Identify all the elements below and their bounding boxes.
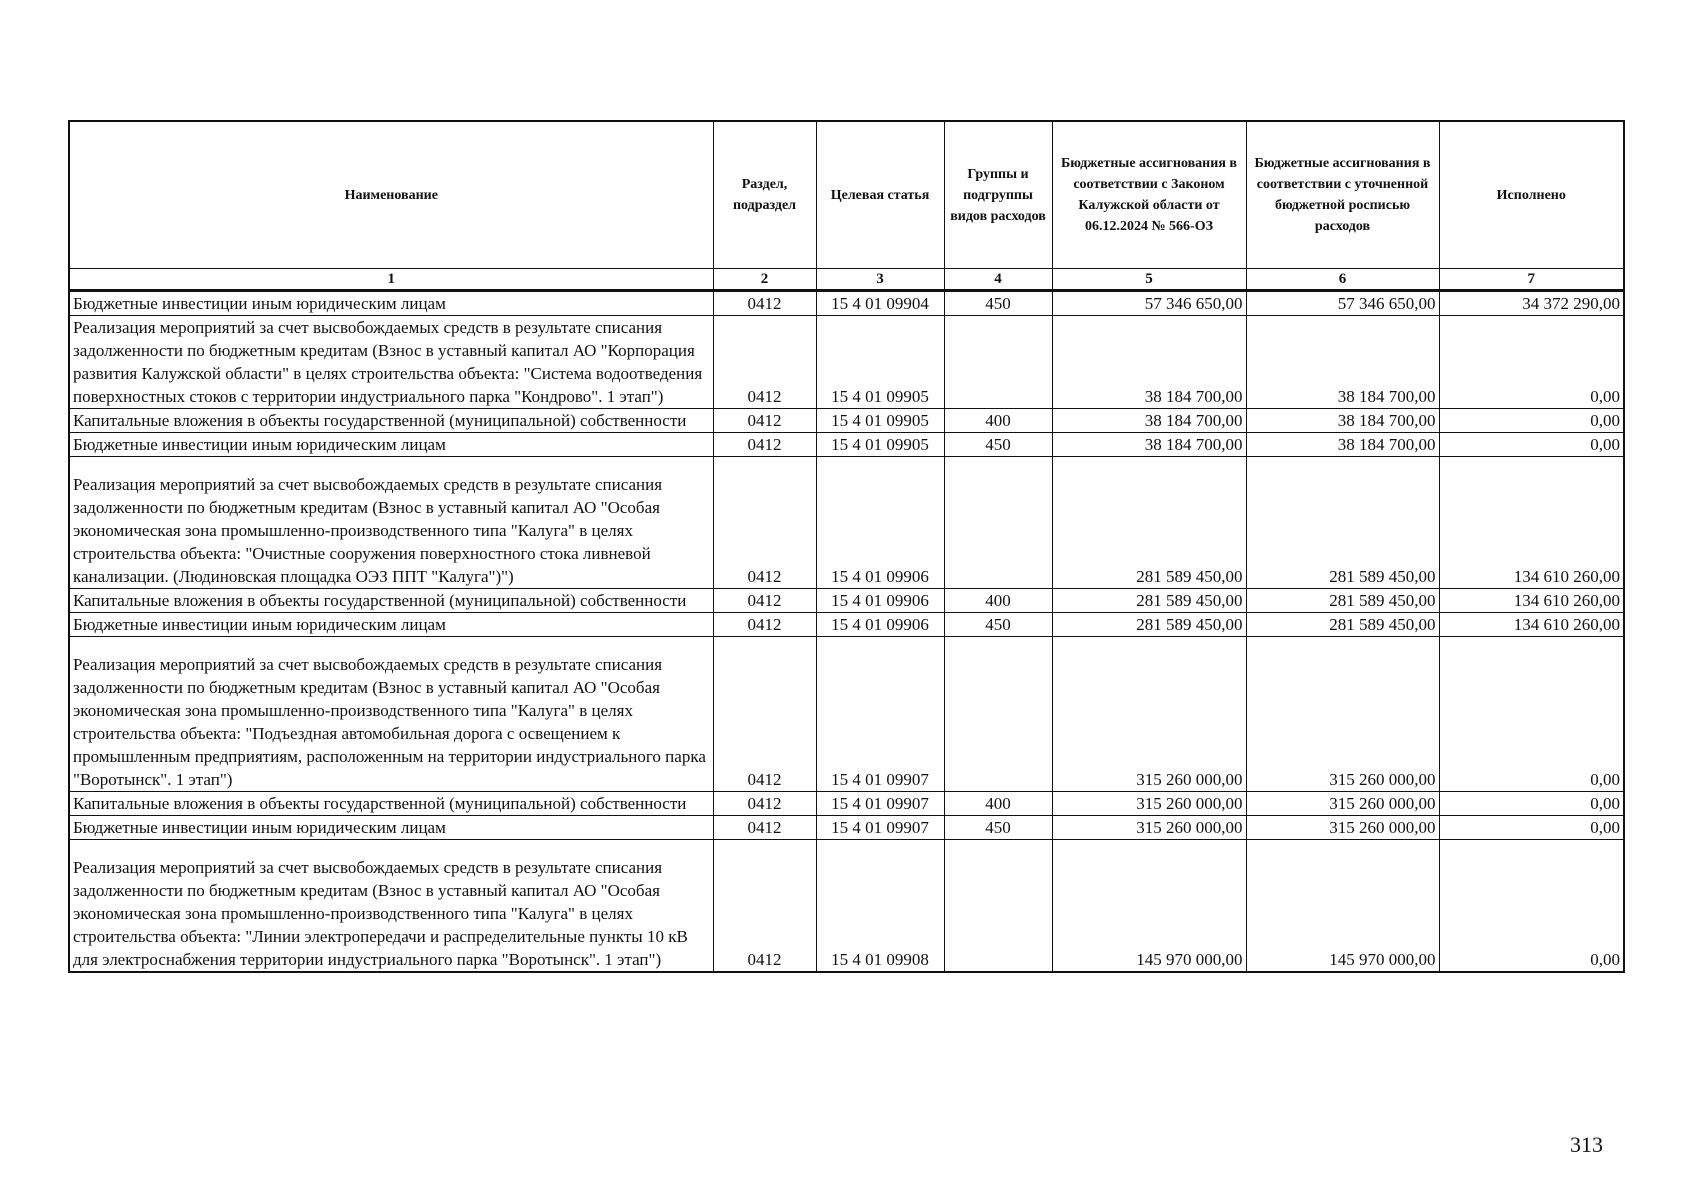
table-row [69, 433, 1624, 457]
row-article: 15 4 01 09906 [816, 457, 944, 589]
column-number: 2 [713, 269, 816, 291]
header-article: Целевая статья [816, 121, 944, 269]
header-law: Бюджетные ассигнования в соответствии с Законом Калужской области от 06.12.2024 № 566-ОЗ [1052, 121, 1246, 269]
row-refined-amount: 57 346 650,00 [1246, 291, 1439, 316]
row-name: Реализация мероприятий за счет высвобождаемых средств в результате списания задолженности по бюджетным кредитам (Взнос в уставный капитал АО "Особая экономическая зона промышленно-производственного типа "Калуга" в целях строительства объекта: "Очистные сооружения поверхностного стока ливневой канализации. (Людиновская площадка ОЭЗ ППТ "Калуга")") [69, 457, 713, 589]
row-executed-amount: 0,00 [1439, 433, 1624, 457]
row-group [944, 637, 1052, 792]
row-section: 0412 [713, 840, 816, 973]
row-executed-amount: 34 372 290,00 [1439, 291, 1624, 316]
row-section: 0412 [713, 409, 816, 433]
row-refined-amount: 315 260 000,00 [1246, 792, 1439, 816]
row-name: Реализация мероприятий за счет высвобождаемых средств в результате списания задолженности по бюджетным кредитам (Взнос в уставный капитал АО "Особая экономическая зона промышленно-производственного типа "Калуга" в целях строительства объекта: "Подъездная автомобильная дорога с освещением к промышленным предприятиям, расположенным на территории индустриального парка "Воротынск". 1 этап") [69, 637, 713, 792]
row-group [944, 457, 1052, 589]
row-law-amount: 145 970 000,00 [1052, 840, 1246, 973]
row-group: 450 [944, 291, 1052, 316]
row-article: 15 4 01 09907 [816, 816, 944, 840]
row-article: 15 4 01 09905 [816, 433, 944, 457]
row-name: Бюджетные инвестиции иным юридическим лицам [69, 816, 713, 840]
row-law-amount: 38 184 700,00 [1052, 409, 1246, 433]
row-executed-amount: 134 610 260,00 [1439, 613, 1624, 637]
row-section: 0412 [713, 792, 816, 816]
row-section: 0412 [713, 589, 816, 613]
row-law-amount: 57 346 650,00 [1052, 291, 1246, 316]
row-law-amount: 281 589 450,00 [1052, 457, 1246, 589]
row-article: 15 4 01 09905 [816, 316, 944, 409]
row-article: 15 4 01 09907 [816, 792, 944, 816]
row-group: 450 [944, 433, 1052, 457]
row-section: 0412 [713, 637, 816, 792]
row-section: 0412 [713, 613, 816, 637]
row-law-amount: 315 260 000,00 [1052, 816, 1246, 840]
table-row [69, 291, 1624, 316]
table-row [69, 589, 1624, 613]
row-refined-amount: 315 260 000,00 [1246, 637, 1439, 792]
row-name: Капитальные вложения в объекты государственной (муниципальной) собственности [69, 792, 713, 816]
row-article: 15 4 01 09907 [816, 637, 944, 792]
header-refined: Бюджетные ассигнования в соответствии с уточненной бюджетной росписью расходов [1246, 121, 1439, 269]
row-executed-amount: 0,00 [1439, 840, 1624, 973]
row-group: 450 [944, 613, 1052, 637]
column-number: 1 [69, 269, 713, 291]
row-executed-amount: 134 610 260,00 [1439, 457, 1624, 589]
row-section: 0412 [713, 316, 816, 409]
row-law-amount: 281 589 450,00 [1052, 613, 1246, 637]
row-executed-amount: 0,00 [1439, 637, 1624, 792]
row-refined-amount: 281 589 450,00 [1246, 613, 1439, 637]
column-number-row [69, 269, 1624, 291]
row-group: 400 [944, 409, 1052, 433]
row-name: Бюджетные инвестиции иным юридическим лицам [69, 613, 713, 637]
page-number: 313 [1570, 1132, 1603, 1157]
table-row [69, 613, 1624, 637]
row-group [944, 316, 1052, 409]
row-law-amount: 281 589 450,00 [1052, 589, 1246, 613]
row-section: 0412 [713, 433, 816, 457]
row-refined-amount: 38 184 700,00 [1246, 316, 1439, 409]
budget-table [68, 120, 1625, 973]
header-section: Раздел, подраздел [713, 121, 816, 269]
row-name: Реализация мероприятий за счет высвобождаемых средств в результате списания задолженности по бюджетным кредитам (Взнос в уставный капитал АО "Особая экономическая зона промышленно-производственного типа "Калуга" в целях строительства объекта: "Линии электропередачи и распределительные пункты 10 кВ для электроснабжения территории индустриального парка "Воротынск". 1 этап") [69, 840, 713, 973]
header-name: Наименование [69, 121, 713, 269]
row-law-amount: 315 260 000,00 [1052, 792, 1246, 816]
row-article: 15 4 01 09908 [816, 840, 944, 973]
row-article: 15 4 01 09906 [816, 613, 944, 637]
row-refined-amount: 38 184 700,00 [1246, 409, 1439, 433]
row-section: 0412 [713, 291, 816, 316]
row-refined-amount: 281 589 450,00 [1246, 589, 1439, 613]
row-executed-amount: 0,00 [1439, 409, 1624, 433]
row-refined-amount: 38 184 700,00 [1246, 433, 1439, 457]
row-name: Капитальные вложения в объекты государственной (муниципальной) собственности [69, 409, 713, 433]
row-article: 15 4 01 09905 [816, 409, 944, 433]
column-number: 7 [1439, 269, 1624, 291]
row-article: 15 4 01 09906 [816, 589, 944, 613]
column-number: 4 [944, 269, 1052, 291]
column-number: 6 [1246, 269, 1439, 291]
row-executed-amount: 0,00 [1439, 816, 1624, 840]
row-executed-amount: 0,00 [1439, 792, 1624, 816]
table-row [69, 840, 1624, 973]
row-group: 400 [944, 589, 1052, 613]
table-row [69, 409, 1624, 433]
row-name: Капитальные вложения в объекты государственной (муниципальной) собственности [69, 589, 713, 613]
row-article: 15 4 01 09904 [816, 291, 944, 316]
row-law-amount: 38 184 700,00 [1052, 433, 1246, 457]
row-executed-amount: 0,00 [1439, 316, 1624, 409]
row-law-amount: 38 184 700,00 [1052, 316, 1246, 409]
row-section: 0412 [713, 457, 816, 589]
row-group: 450 [944, 816, 1052, 840]
column-number: 3 [816, 269, 944, 291]
row-name: Бюджетные инвестиции иным юридическим лицам [69, 291, 713, 316]
row-refined-amount: 145 970 000,00 [1246, 840, 1439, 973]
row-group: 400 [944, 792, 1052, 816]
table-row [69, 457, 1624, 589]
row-section: 0412 [713, 816, 816, 840]
table-row [69, 637, 1624, 792]
table-row [69, 792, 1624, 816]
row-law-amount: 315 260 000,00 [1052, 637, 1246, 792]
row-refined-amount: 315 260 000,00 [1246, 816, 1439, 840]
column-number: 5 [1052, 269, 1246, 291]
header-group: Группы и подгруппы видов расходов [944, 121, 1052, 269]
row-name: Бюджетные инвестиции иным юридическим лицам [69, 433, 713, 457]
row-group [944, 840, 1052, 973]
table-row [69, 816, 1624, 840]
table-header-row [69, 121, 1624, 269]
row-name: Реализация мероприятий за счет высвобождаемых средств в результате списания задолженности по бюджетным кредитам (Взнос в уставный капитал АО "Корпорация развития Калужской области" в целях строительства объекта: "Система водоотведения поверхностных стоков с территории индустриального парка "Кондрово". 1 этап") [69, 316, 713, 409]
header-executed: Исполнено [1439, 121, 1624, 269]
row-executed-amount: 134 610 260,00 [1439, 589, 1624, 613]
table-row [69, 316, 1624, 409]
row-refined-amount: 281 589 450,00 [1246, 457, 1439, 589]
